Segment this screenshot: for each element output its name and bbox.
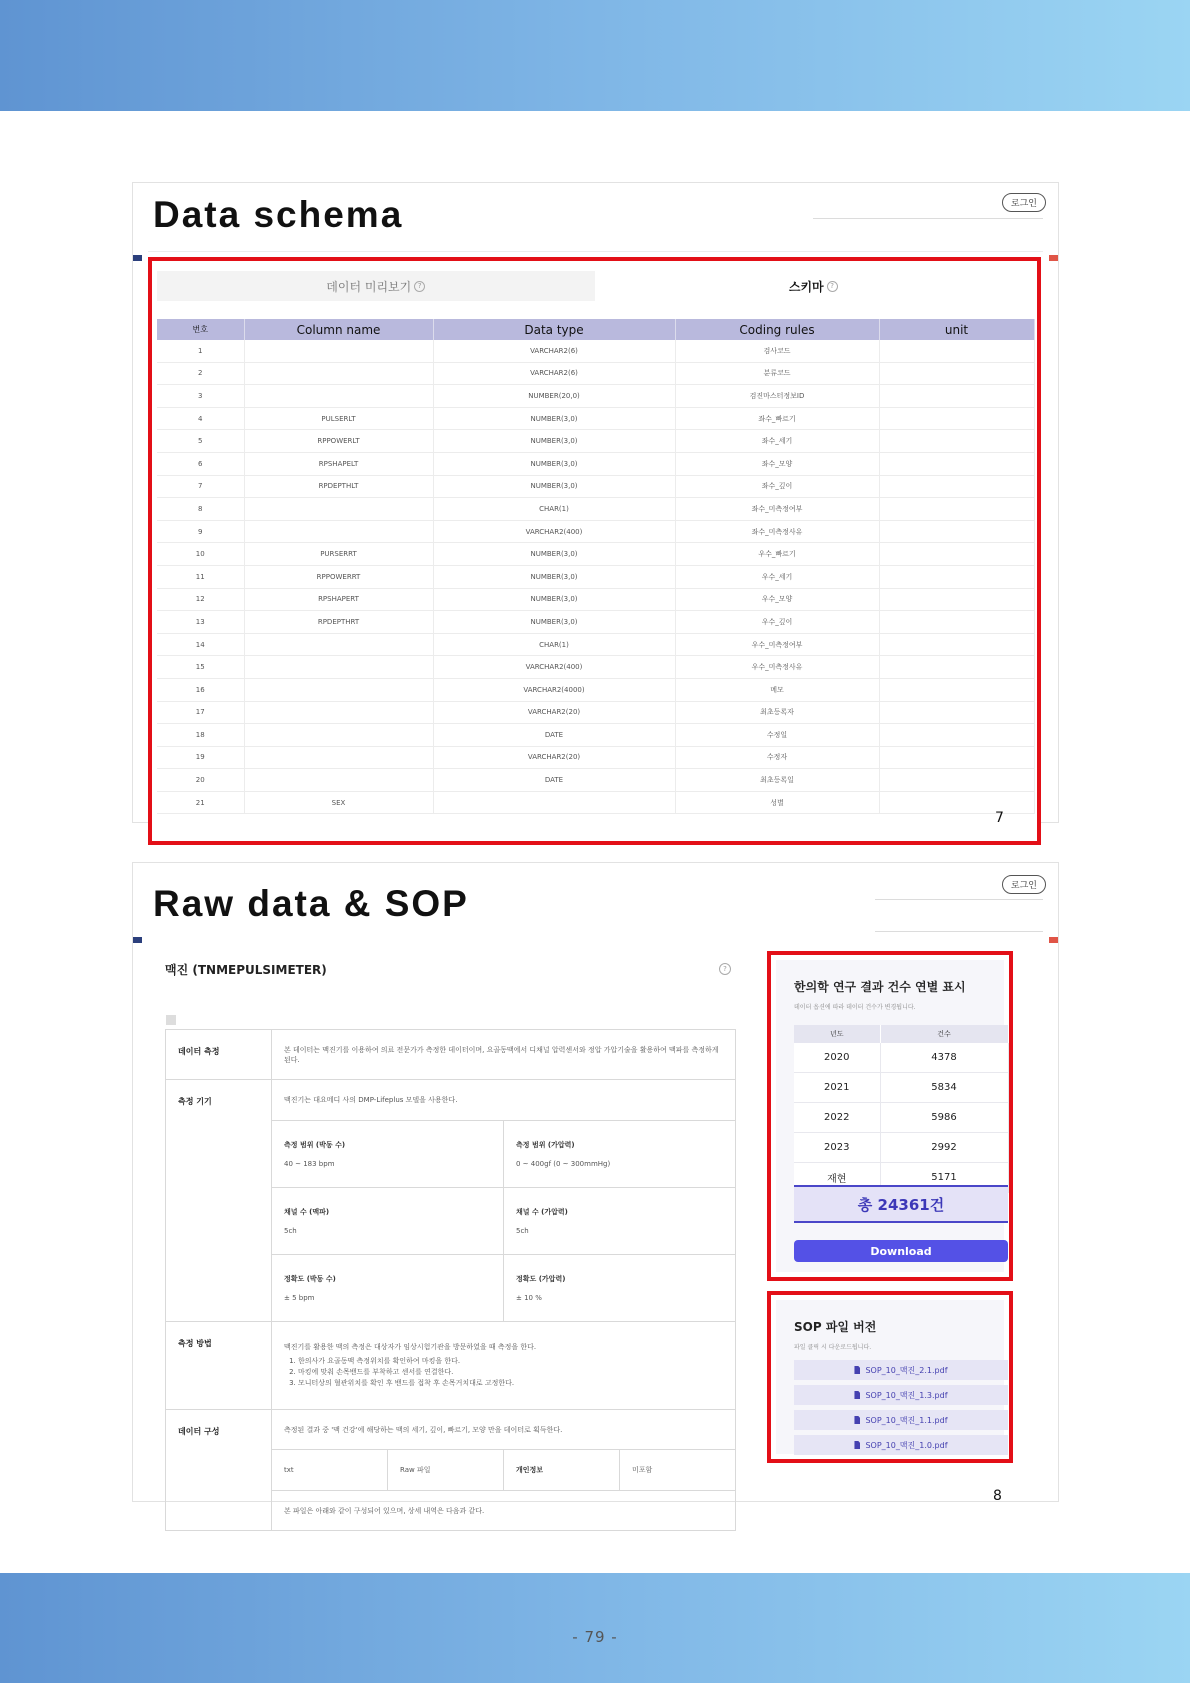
table-cell <box>244 701 433 724</box>
table-cell <box>244 498 433 521</box>
schema-highlight-frame <box>148 257 1041 845</box>
sop-file-name: SOP_10_맥진_1.1.pdf <box>865 1415 948 1425</box>
table-cell: 좌수_모양 <box>675 452 879 475</box>
table-row <box>157 633 1034 656</box>
table-cell: VARCHAR2(20) <box>433 746 675 769</box>
table-row <box>794 1043 1008 1073</box>
table-cell <box>879 746 1034 769</box>
table-cell <box>879 701 1034 724</box>
range-bpm-value: 40 ~ 183 bpm <box>284 1160 335 1168</box>
table-row <box>157 475 1034 498</box>
table-cell: 좌수_깊이 <box>675 475 879 498</box>
slide-number: 8 <box>993 1488 1002 1504</box>
table-row <box>157 498 1034 521</box>
table-cell: 2023 <box>794 1133 880 1163</box>
table-row <box>157 724 1034 747</box>
table-cell <box>879 543 1034 566</box>
panel-title: 맥진 (TNMEPULSIMETER) <box>165 963 327 977</box>
table-cell <box>879 452 1034 475</box>
channel-pulse-label: 채널 수 (맥파) <box>284 1208 330 1216</box>
table-cell: 5 <box>157 430 244 453</box>
download-button[interactable]: Download <box>794 1240 1008 1262</box>
table-cell: 5834 <box>880 1073 1008 1103</box>
right-marker <box>1049 255 1058 261</box>
accuracy-bpm-value: ± 5 bpm <box>284 1294 315 1302</box>
table-row <box>157 407 1034 430</box>
table-cell <box>244 633 433 656</box>
table-cell: 4 <box>157 407 244 430</box>
column-header: Column name <box>244 319 433 340</box>
composition-footnote: 본 파일은 아래와 같이 구성되어 있으며, 상세 내역은 다음과 같다. <box>272 1491 736 1531</box>
login-button[interactable]: 로그인 <box>1002 193 1046 212</box>
table-cell: 15 <box>157 656 244 679</box>
info-row <box>166 1410 736 1450</box>
table-cell: 20 <box>157 769 244 792</box>
table-cell: 21 <box>157 791 244 814</box>
sop-file-name: SOP_10_맥진_2.1.pdf <box>865 1365 948 1375</box>
method-step: 2. 마킹에 맞춰 손목밴드를 부착하고 센서를 연결한다. <box>298 1367 723 1377</box>
table-cell: 17 <box>157 701 244 724</box>
login-button[interactable]: 로그인 <box>1002 875 1046 894</box>
table-cell: 우수_빠르기 <box>675 543 879 566</box>
table-cell <box>879 430 1034 453</box>
table-cell <box>879 475 1034 498</box>
table-cell: 2021 <box>794 1073 880 1103</box>
info-row <box>166 1080 736 1121</box>
table-cell: 8 <box>157 498 244 521</box>
file-type: txt <box>272 1450 388 1491</box>
table-cell: RPPOWERLT <box>244 430 433 453</box>
composition-text: 측정된 결과 중 '맥 건강'에 해당하는 맥의 세기, 깊이, 빠르기, 모양 만을 데이터로 획득한다. <box>272 1410 736 1450</box>
stats-title: 한의학 연구 결과 건수 연별 표시 <box>794 980 966 994</box>
table-header-row <box>157 319 1034 340</box>
table-cell: 2022 <box>794 1103 880 1133</box>
accuracy-pressure-value: ± 10 % <box>516 1294 542 1302</box>
table-cell: NUMBER(20,0) <box>433 385 675 408</box>
pulse-info-panel <box>153 953 731 1515</box>
year-table-body <box>794 1043 1008 1193</box>
table-cell <box>879 791 1034 814</box>
table-header-row <box>794 1025 1008 1043</box>
table-cell: 1 <box>157 340 244 362</box>
table-cell <box>244 385 433 408</box>
right-marker <box>1049 937 1058 943</box>
table-cell: 좌수_세기 <box>675 430 879 453</box>
data-schema-slide <box>132 182 1059 826</box>
table-cell: RPSHAPELT <box>244 452 433 475</box>
table-cell: 12 <box>157 588 244 611</box>
table-cell: 2020 <box>794 1043 880 1073</box>
table-cell: 분류코드 <box>675 362 879 385</box>
table-row <box>157 385 1034 408</box>
year-count-table <box>794 1025 1009 1193</box>
table-cell: 6 <box>157 452 244 475</box>
tab-schema[interactable] <box>595 271 1033 301</box>
sop-version-box <box>767 1291 1013 1463</box>
table-row <box>157 656 1034 679</box>
file-kind: Raw 파일 <box>388 1450 504 1491</box>
table-cell: VARCHAR2(6) <box>433 362 675 385</box>
table-cell: 우수_세기 <box>675 565 879 588</box>
schema-table-body <box>157 340 1034 814</box>
measure-text: 본 데이터는 맥진기를 이용하여 의료 전문가가 측정한 데이터이며, 요골동맥에서 디채널 압력센서와 정압 가압기술을 활용하여 맥파를 측정하게 된다. <box>272 1030 736 1080</box>
table-cell: PULSERLT <box>244 407 433 430</box>
table-cell: RPSHAPERT <box>244 588 433 611</box>
table-cell <box>244 724 433 747</box>
left-marker <box>133 255 142 261</box>
accuracy-bpm-cell <box>272 1255 504 1322</box>
table-cell <box>879 340 1034 362</box>
accuracy-bpm-label: 정확도 (박동 수) <box>284 1275 336 1283</box>
info-row <box>166 1030 736 1080</box>
table-cell <box>244 520 433 543</box>
table-cell <box>244 746 433 769</box>
help-icon[interactable]: ? <box>827 281 838 292</box>
channel-pressure-label: 채널 수 (가압력) <box>516 1208 568 1216</box>
table-cell: 최초등록자 <box>675 701 879 724</box>
table-cell: 수정자 <box>675 746 879 769</box>
file-icon <box>854 1366 860 1374</box>
file-icon <box>854 1416 860 1424</box>
table-cell: 우수_깊이 <box>675 611 879 634</box>
table-cell: NUMBER(3,0) <box>433 543 675 566</box>
table-cell <box>244 362 433 385</box>
table-row <box>157 565 1034 588</box>
table-cell <box>879 633 1034 656</box>
table-cell <box>879 724 1034 747</box>
range-bpm-label: 측정 범위 (박동 수) <box>284 1141 346 1149</box>
tab-label: 데이터 미리보기 <box>326 279 412 294</box>
table-row <box>157 701 1034 724</box>
table-cell: 19 <box>157 746 244 769</box>
table-cell: 우수_미측정사유 <box>675 656 879 679</box>
table-row <box>157 452 1034 475</box>
column-header: 년도 <box>794 1025 880 1043</box>
sop-file-name: SOP_10_맥진_1.0.pdf <box>865 1440 948 1450</box>
table-cell: 5171 <box>880 1163 1008 1193</box>
table-cell: NUMBER(3,0) <box>433 588 675 611</box>
tab-data-preview[interactable] <box>157 271 595 301</box>
table-cell: RPDEPTHRT <box>244 611 433 634</box>
help-icon[interactable]: ? <box>414 281 425 292</box>
table-cell: 5986 <box>880 1103 1008 1133</box>
table-cell: 2992 <box>880 1133 1008 1163</box>
yearly-stats-box <box>767 951 1013 1281</box>
table-cell: 우수_미측정여부 <box>675 633 879 656</box>
table-cell: 14 <box>157 633 244 656</box>
table-cell: 좌수_미측정사유 <box>675 520 879 543</box>
column-header: 번호 <box>157 319 244 340</box>
table-cell <box>879 611 1034 634</box>
table-cell: NUMBER(3,0) <box>433 407 675 430</box>
header-rule <box>875 899 1043 900</box>
slide-title: Data schema <box>153 194 404 235</box>
total-count: 총 24361건 <box>794 1185 1008 1223</box>
channel-pressure-cell <box>504 1188 736 1255</box>
column-header: 건수 <box>880 1025 1008 1043</box>
table-cell: 13 <box>157 611 244 634</box>
table-cell: SEX <box>244 791 433 814</box>
slide-title: Raw data & SOP <box>153 883 469 924</box>
table-cell: 7 <box>157 475 244 498</box>
table-cell: 재현 <box>794 1163 880 1193</box>
table-row <box>157 611 1034 634</box>
pulse-info-table <box>165 1029 736 1531</box>
table-cell: VARCHAR2(6) <box>433 340 675 362</box>
table-cell <box>433 791 675 814</box>
table-cell <box>879 385 1034 408</box>
table-cell: 3 <box>157 385 244 408</box>
table-cell: RPDEPTHLT <box>244 475 433 498</box>
sop-file-link[interactable] <box>794 1410 1008 1430</box>
table-cell: 9 <box>157 520 244 543</box>
table-cell <box>879 407 1034 430</box>
table-cell: VARCHAR2(20) <box>433 701 675 724</box>
privacy-label: 개인정보 <box>504 1450 620 1491</box>
table-row <box>157 543 1034 566</box>
sop-file-link[interactable] <box>794 1385 1008 1405</box>
tab-label: 스키마 <box>788 279 824 294</box>
range-bpm-cell <box>272 1121 504 1188</box>
device-label: 측정 기기 <box>166 1080 272 1322</box>
table-cell <box>879 678 1034 701</box>
table-cell: DATE <box>433 724 675 747</box>
table-cell: 18 <box>157 724 244 747</box>
table-row <box>157 746 1034 769</box>
range-pressure-label: 측정 범위 (가압력) <box>516 1141 575 1149</box>
tab-bar <box>157 271 1032 301</box>
table-cell: 10 <box>157 543 244 566</box>
file-icon <box>854 1441 860 1449</box>
slide-number: 7 <box>995 810 1004 826</box>
sop-file-link[interactable] <box>794 1435 1008 1455</box>
range-pressure-cell <box>504 1121 736 1188</box>
table-cell <box>879 565 1034 588</box>
table-cell <box>879 362 1034 385</box>
table-cell: 수정일 <box>675 724 879 747</box>
table-cell: PURSERRT <box>244 543 433 566</box>
stats-subtitle: 데이터 옵션에 따라 데이터 건수가 변경됩니다. <box>794 1004 916 1011</box>
table-cell: 우수_모양 <box>675 588 879 611</box>
info-row <box>166 1322 736 1410</box>
table-cell: NUMBER(3,0) <box>433 611 675 634</box>
composition-label: 데이터 구성 <box>166 1410 272 1531</box>
table-cell <box>879 498 1034 521</box>
column-header: Coding rules <box>675 319 879 340</box>
table-row <box>157 520 1034 543</box>
method-cell <box>272 1322 736 1410</box>
table-cell: NUMBER(3,0) <box>433 475 675 498</box>
table-cell <box>879 588 1034 611</box>
table-cell: NUMBER(3,0) <box>433 565 675 588</box>
table-cell: 2 <box>157 362 244 385</box>
table-row <box>794 1073 1008 1103</box>
table-cell: VARCHAR2(400) <box>433 520 675 543</box>
schema-table <box>157 319 1035 814</box>
table-row <box>157 588 1034 611</box>
table-cell <box>879 520 1034 543</box>
table-cell <box>244 769 433 792</box>
table-cell: VARCHAR2(400) <box>433 656 675 679</box>
method-label: 측정 방법 <box>166 1322 272 1410</box>
checkbox-icon[interactable] <box>166 1015 176 1025</box>
table-cell: DATE <box>433 769 675 792</box>
column-header: unit <box>879 319 1034 340</box>
help-icon[interactable]: ? <box>719 963 731 975</box>
table-cell <box>244 656 433 679</box>
method-text: 맥진기를 활용한 맥의 측정은 대상자가 임상시험기관을 방문하였을 때 측정을 한다. <box>284 1343 537 1351</box>
sop-version-card <box>776 1300 1004 1454</box>
raw-data-sop-slide <box>132 862 1059 1515</box>
table-cell: 최초등록일 <box>675 769 879 792</box>
yearly-stats-card <box>776 960 1004 1272</box>
header-divider <box>875 931 1043 932</box>
table-row <box>157 362 1034 385</box>
table-cell: NUMBER(3,0) <box>433 430 675 453</box>
channel-pulse-value: 5ch <box>284 1227 297 1235</box>
sop-subtitle: 파일 클릭 시 다운로드됩니다. <box>794 1344 872 1351</box>
table-cell <box>879 656 1034 679</box>
accuracy-pressure-cell <box>504 1255 736 1322</box>
table-row <box>794 1103 1008 1133</box>
table-row <box>794 1133 1008 1163</box>
range-pressure-value: 0 ~ 400gf (0 ~ 300mmHg) <box>516 1160 611 1168</box>
sop-file-list <box>794 1360 1008 1460</box>
table-cell <box>244 678 433 701</box>
device-text: 맥진기는 대요메디 사의 DMP-Lifeplus 모델을 사용한다. <box>272 1080 736 1121</box>
table-cell: 11 <box>157 565 244 588</box>
table-cell: 4378 <box>880 1043 1008 1073</box>
left-marker <box>133 937 142 943</box>
table-cell <box>244 340 433 362</box>
table-cell: NUMBER(3,0) <box>433 452 675 475</box>
table-cell: 성별 <box>675 791 879 814</box>
sop-title: SOP 파일 버전 <box>794 1320 877 1334</box>
table-cell: CHAR(1) <box>433 498 675 521</box>
table-row <box>157 769 1034 792</box>
page-number: - 79 - <box>572 1628 618 1646</box>
header-rule <box>813 218 1043 219</box>
method-steps <box>284 1356 723 1388</box>
sop-file-name: SOP_10_맥진_1.3.pdf <box>865 1390 948 1400</box>
table-row <box>157 678 1034 701</box>
method-step: 3. 모니터상의 혈관위치를 확인 후 밴드를 접착 후 손목거치대로 고정한다. <box>298 1378 723 1388</box>
sop-file-link[interactable] <box>794 1360 1008 1380</box>
table-row <box>157 340 1034 362</box>
table-row <box>157 430 1034 453</box>
table-cell: CHAR(1) <box>433 633 675 656</box>
method-step: 1. 한의사가 요골동맥 측정위치를 확인하여 마킹을 한다. <box>298 1356 723 1366</box>
table-cell: RPPOWERRT <box>244 565 433 588</box>
channel-pressure-value: 5ch <box>516 1227 529 1235</box>
table-row <box>157 791 1034 814</box>
channel-pulse-cell <box>272 1188 504 1255</box>
table-cell: 메모 <box>675 678 879 701</box>
column-header: Data type <box>433 319 675 340</box>
table-cell <box>879 769 1034 792</box>
table-cell: 검진마스터정보ID <box>675 385 879 408</box>
header-divider <box>148 251 1043 252</box>
table-cell: VARCHAR2(4000) <box>433 678 675 701</box>
accuracy-pressure-label: 정확도 (가압력) <box>516 1275 566 1283</box>
table-cell: 16 <box>157 678 244 701</box>
table-cell: 검사코드 <box>675 340 879 362</box>
file-icon <box>854 1391 860 1399</box>
top-banner <box>0 0 1190 111</box>
privacy-value: 미포함 <box>620 1450 736 1491</box>
measure-label: 데이터 측정 <box>166 1030 272 1080</box>
table-cell: 좌수_빠르기 <box>675 407 879 430</box>
table-cell: 좌수_미측정여부 <box>675 498 879 521</box>
